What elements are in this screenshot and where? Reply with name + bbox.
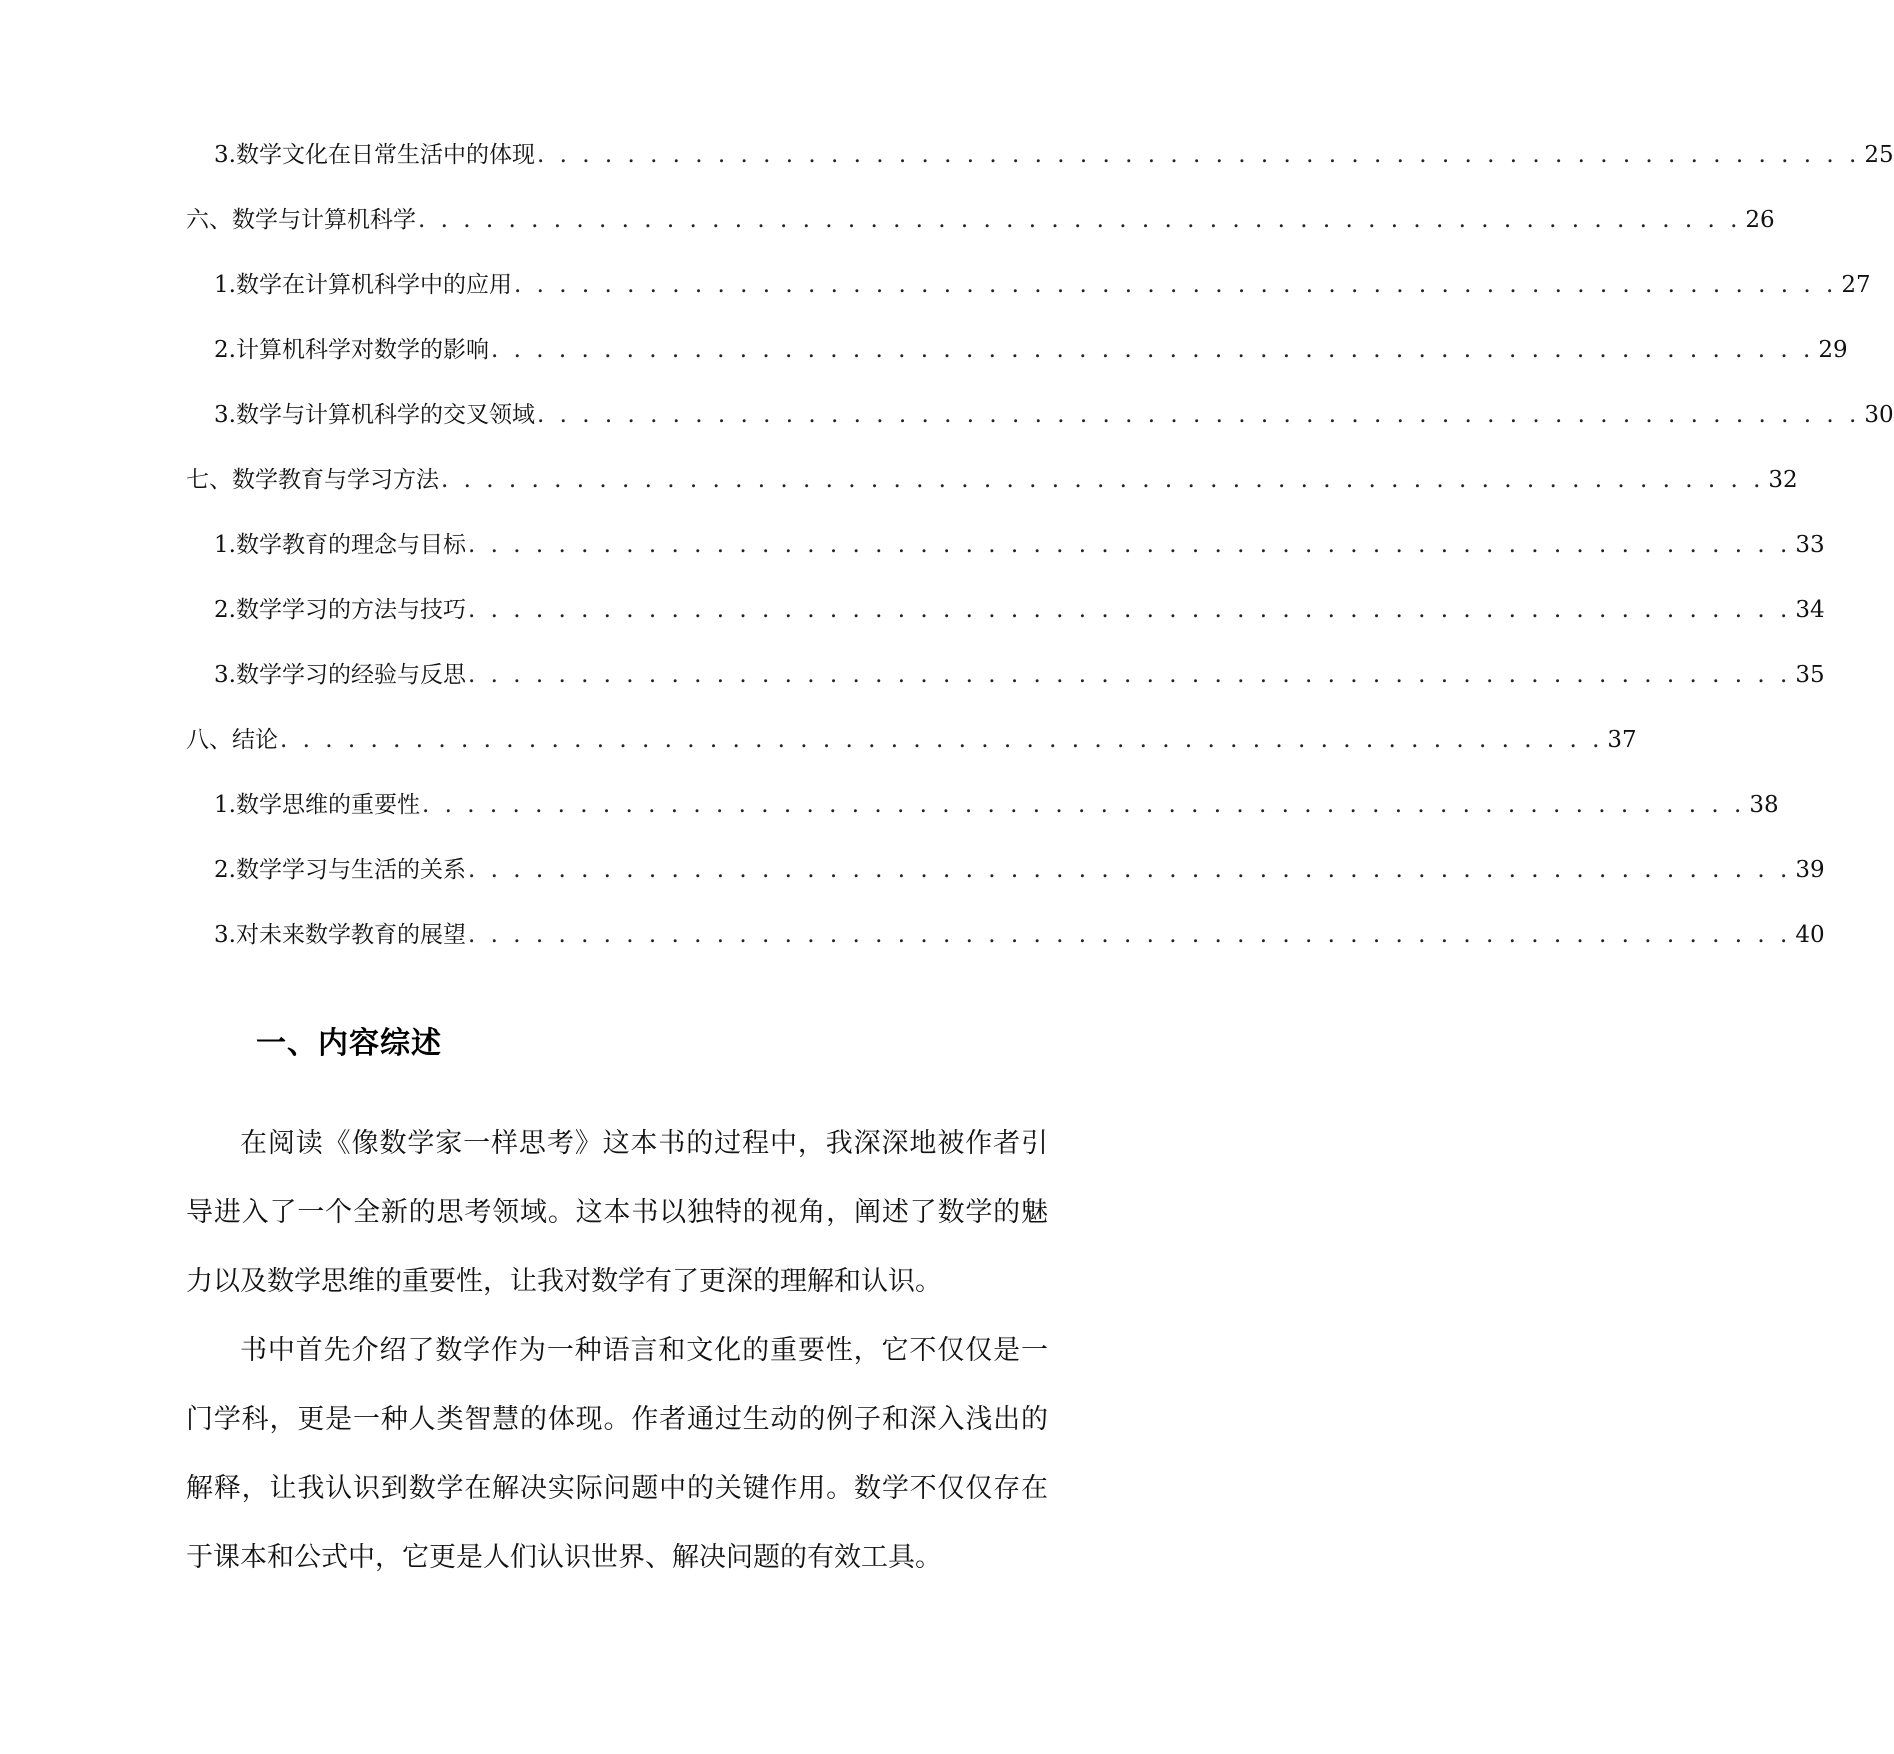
toc-entry-title: 数学学习的经验与反思 (235, 662, 466, 688)
toc-entry[interactable] (186, 335, 1848, 400)
toc-entry-number: 2. (214, 337, 236, 363)
toc-entry[interactable] (186, 530, 1825, 595)
toc-entry-title: 数学在计算机科学中的应用 (235, 272, 512, 298)
toc-entry-number: 1. (214, 532, 236, 558)
toc-entry-page: 40 (1795, 922, 1825, 948)
toc-entry-title: 数学与计算机科学的交叉领域 (235, 402, 535, 428)
toc-entry[interactable] (186, 205, 1775, 270)
toc-entry-number: 1. (214, 272, 236, 298)
toc-entry[interactable] (186, 920, 1825, 985)
toc-dot-leader: . . . . . . . . . . . . . . . . . . . . . . . . . . . . . . . . . . . . . . . . . . . . . . . . . . . . . . . . . . . (280, 727, 1604, 753)
toc-entry-number: 3. (214, 922, 236, 948)
toc-dot-leader: . . . . . . . . . . . . . . . . . . . . . . . . . . . . . . . . . . . . . . . . . . . . . . . . . . . . . . . . . . . (467, 857, 1792, 883)
toc-entry-title: 计算机科学对数学的影响 (235, 337, 489, 363)
toc-entry-title: 数学文化在日常生活中的体现 (235, 142, 535, 168)
toc-entry[interactable] (186, 140, 1894, 205)
toc-entry-number: 3. (214, 662, 236, 688)
section-heading: 一、内容综述 (256, 1026, 442, 1061)
toc-entry-page: 39 (1795, 857, 1825, 883)
toc-entry-title: 八、结论 (186, 727, 278, 753)
toc-dot-leader: . . . . . . . . . . . . . . . . . . . . . . . . . . . . . . . . . . . . . . . . . . . . . . . . . . . . . . . . . . . (490, 337, 1815, 363)
toc-entry[interactable] (186, 790, 1779, 855)
toc-entry-title: 数学学习的方法与技巧 (235, 597, 466, 623)
body-paragraph: 书中首先介绍了数学作为一种语言和文化的重要性，它不仅仅是一门学科，更是一种人类智慧的体现。作者通过生动的例子和深入浅出的解释，让我认识到数学在解决实际问题中的关键作用。数学不仅仅存在于课本和公式中，它更是人们认识世界、解决问题的有效工具。 (186, 1335, 1048, 1573)
toc-entry-page: 29 (1818, 337, 1848, 363)
toc-entry-title: 对未来数学教育的展望 (235, 922, 466, 948)
toc-entry[interactable] (186, 270, 1871, 335)
toc-entry-page: 30 (1864, 402, 1894, 428)
toc-dot-leader: . . . . . . . . . . . . . . . . . . . . . . . . . . . . . . . . . . . . . . . . . . . . . . . . . . . . . . . . . . . (418, 207, 1742, 233)
toc-entry[interactable] (186, 725, 1637, 790)
toc-entry-page: 32 (1768, 467, 1798, 493)
toc-entry-number: 2. (214, 597, 236, 623)
toc-entry[interactable] (186, 465, 1798, 530)
toc-entry-title: 七、数学教育与学习方法 (186, 467, 439, 493)
toc-entry-page: 26 (1745, 207, 1775, 233)
toc-dot-leader: . . . . . . . . . . . . . . . . . . . . . . . . . . . . . . . . . . . . . . . . . . . . . . . . . . . . . . . . . . . (467, 597, 1792, 623)
body-paragraph: 在阅读《像数学家一样思考》这本书的过程中，我深深地被作者引导进入了一个全新的思考领域。这本书以独特的视角，阐述了数学的魅力以及数学思维的重要性，让我对数学有了更深的理解和认识。 (186, 1128, 1048, 1297)
toc-entry-page: 35 (1795, 662, 1825, 688)
section-body (186, 1109, 1048, 1592)
toc-dot-leader: . . . . . . . . . . . . . . . . . . . . . . . . . . . . . . . . . . . . . . . . . . . . . . . . . . . . . . . . . . . (467, 532, 1792, 558)
toc-entry-page: 33 (1795, 532, 1825, 558)
toc-entry-page: 25 (1864, 142, 1894, 168)
toc-entry[interactable] (186, 660, 1825, 725)
toc-entry-page: 38 (1749, 792, 1779, 818)
toc-entry-number: 3. (214, 142, 236, 168)
toc-entry-number: 2. (214, 857, 236, 883)
toc-entry[interactable] (186, 595, 1825, 660)
toc-entry-page: 34 (1795, 597, 1825, 623)
toc-entry-page: 37 (1607, 727, 1637, 753)
toc-dot-leader: . . . . . . . . . . . . . . . . . . . . . . . . . . . . . . . . . . . . . . . . . . . . . . . . . . . . . . . . . . . (467, 922, 1792, 948)
toc-entry-number: 1. (214, 792, 236, 818)
toc-entry[interactable] (186, 400, 1894, 465)
toc-dot-leader: . . . . . . . . . . . . . . . . . . . . . . . . . . . . . . . . . . . . . . . . . . . . . . . . . . . . . . . . . . . (441, 467, 1765, 493)
toc-dot-leader: . . . . . . . . . . . . . . . . . . . . . . . . . . . . . . . . . . . . . . . . . . . . . . . . . . . . . . . . . . . (467, 662, 1792, 688)
toc-entry-title: 六、数学与计算机科学 (186, 207, 416, 233)
toc-entry-page: 27 (1841, 272, 1871, 298)
toc-entry-title: 数学学习与生活的关系 (235, 857, 466, 883)
toc-entry-title: 数学教育的理念与目标 (235, 532, 466, 558)
toc-entry-number: 3. (214, 402, 236, 428)
toc-dot-leader: . . . . . . . . . . . . . . . . . . . . . . . . . . . . . . . . . . . . . . . . . . . . . . . . . . . . . . . . . . . (513, 272, 1838, 298)
toc-dot-leader: . . . . . . . . . . . . . . . . . . . . . . . . . . . . . . . . . . . . . . . . . . . . . . . . . . . . . . . . . . . (536, 402, 1861, 428)
toc-dot-leader: . . . . . . . . . . . . . . . . . . . . . . . . . . . . . . . . . . . . . . . . . . . . . . . . . . . . . . . . . . . (536, 142, 1861, 168)
toc-entry-title: 数学思维的重要性 (235, 792, 420, 818)
toc-dot-leader: . . . . . . . . . . . . . . . . . . . . . . . . . . . . . . . . . . . . . . . . . . . . . . . . . . . . . . . . . . . (421, 792, 1746, 818)
toc-entry[interactable] (186, 855, 1825, 920)
table-of-contents (186, 140, 1894, 985)
